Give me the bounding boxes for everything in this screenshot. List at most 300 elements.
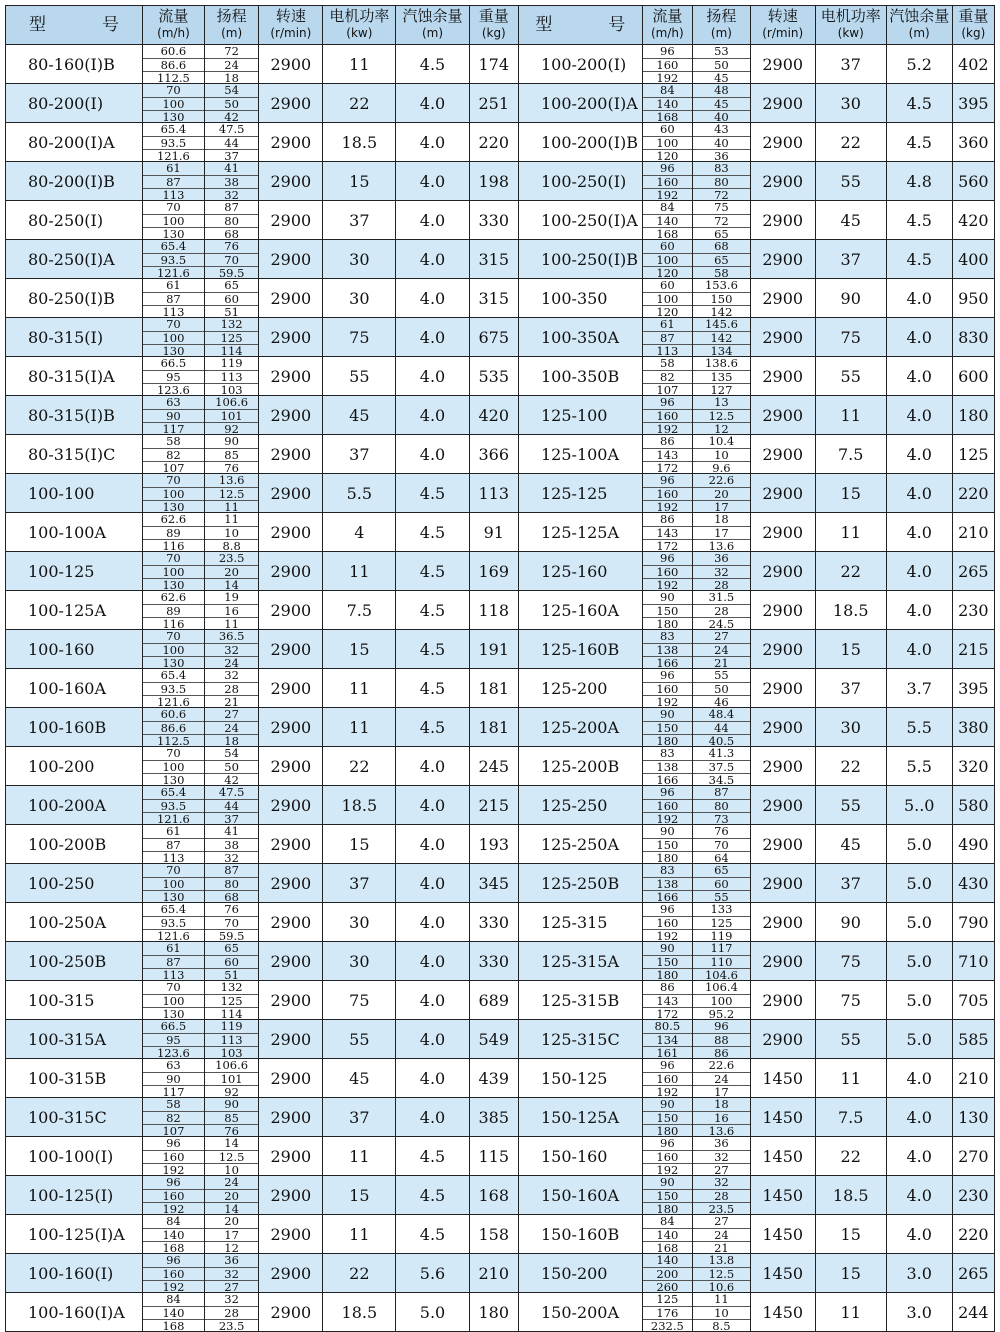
- flow-value: 90: [643, 825, 692, 839]
- flow-value: 160: [643, 566, 692, 580]
- head-value: 21: [714, 1241, 729, 1254]
- head-value: 90: [205, 435, 259, 449]
- weight-cell: 245: [469, 747, 518, 786]
- head-cell: [204, 747, 259, 786]
- model-cell: 125-250B: [519, 864, 643, 903]
- flow-value: 61: [143, 279, 204, 293]
- flow-value: 61: [143, 825, 204, 839]
- head-value: 10.4: [693, 435, 750, 449]
- flow-value: 58: [143, 1098, 204, 1112]
- weight-cell: 320: [952, 747, 994, 786]
- flow-value: 100: [643, 137, 692, 151]
- flow-value: 168: [656, 110, 679, 123]
- flow-value: 180: [656, 617, 679, 630]
- weight-cell: 395: [952, 84, 994, 123]
- npsh-cell: 5.0: [886, 942, 952, 981]
- flow-value: 168: [656, 227, 679, 240]
- model-cell: 125-200: [519, 669, 643, 708]
- flow-value: 160: [643, 176, 692, 190]
- model-cell: 100-160A: [6, 669, 143, 708]
- head-cell: [693, 123, 751, 162]
- speed-cell: 2900: [750, 201, 815, 240]
- head-value: 87: [693, 786, 750, 800]
- npsh-cell: 4.0: [396, 396, 469, 435]
- flow-value: 61: [143, 162, 204, 176]
- table-row: [6, 981, 995, 1020]
- speed-cell: 2900: [259, 201, 323, 240]
- head-value: 13.6: [205, 474, 259, 488]
- head-value: 40.5: [708, 734, 735, 747]
- flow-value: 83: [643, 864, 692, 878]
- weight-cell: 689: [469, 981, 518, 1020]
- model-cell: 100-160: [6, 630, 143, 669]
- model-cell: 150-200A: [519, 1293, 643, 1332]
- power-cell: 15: [815, 474, 886, 513]
- head-cell: [693, 201, 751, 240]
- table-row: [6, 396, 995, 435]
- table-row: [6, 786, 995, 825]
- head-value: 114: [220, 1007, 243, 1020]
- head-value: 80: [205, 878, 259, 892]
- head-value: 18: [224, 71, 239, 84]
- head-value: 51: [224, 968, 239, 981]
- head-cell: [693, 630, 751, 669]
- head-cell: [204, 1176, 259, 1215]
- weight-cell: 439: [469, 1059, 518, 1098]
- flow-value: 84: [643, 201, 692, 215]
- flow-value: 83: [643, 630, 692, 644]
- head-value: 59.5: [218, 266, 245, 279]
- npsh-cell: 4.0: [396, 903, 469, 942]
- model-cell: 100-160B: [6, 708, 143, 747]
- head-value: 76: [224, 461, 239, 474]
- table-row: [6, 825, 995, 864]
- power-cell: 22: [323, 84, 396, 123]
- flow-value: 96: [143, 1137, 204, 1151]
- head-value: 21: [224, 695, 239, 708]
- power-cell: 37: [815, 864, 886, 903]
- npsh-cell: 4.0: [886, 630, 952, 669]
- flow-value: 130: [162, 500, 185, 513]
- speed-cell: 2900: [259, 864, 323, 903]
- speed-cell: 2900: [259, 942, 323, 981]
- head-value: 85: [205, 449, 259, 463]
- speed-cell: 2900: [259, 357, 323, 396]
- flow-value: 113: [656, 344, 679, 357]
- speed-cell: 2900: [750, 708, 815, 747]
- weight-cell: 168: [469, 1176, 518, 1215]
- flow-value: 63: [143, 1059, 204, 1073]
- flow-value: 90: [143, 1073, 204, 1087]
- head-value: 32: [224, 851, 239, 864]
- flow-value: 160: [143, 1151, 204, 1165]
- model-cell: 150-160A: [519, 1176, 643, 1215]
- model-cell: 100-315A: [6, 1020, 143, 1059]
- head-value: 10: [693, 1307, 750, 1321]
- flow-value: 192: [656, 812, 679, 825]
- head-value: 20: [205, 1190, 259, 1204]
- npsh-cell: 4.0: [396, 279, 469, 318]
- npsh-cell: 4.5: [886, 123, 952, 162]
- npsh-cell: 4.0: [396, 1020, 469, 1059]
- weight-cell: 675: [469, 318, 518, 357]
- flow-value: 95: [143, 371, 204, 385]
- head-value: 80: [693, 800, 750, 814]
- weight-cell: 580: [952, 786, 994, 825]
- weight-cell: 490: [952, 825, 994, 864]
- npsh-cell: 5.0: [886, 1020, 952, 1059]
- power-cell: 30: [323, 942, 396, 981]
- weight-cell: 315: [469, 279, 518, 318]
- flow-value: 192: [656, 1085, 679, 1098]
- flow-value: 161: [656, 1046, 679, 1059]
- flow-value: 96: [643, 396, 692, 410]
- flow-cell: [642, 240, 692, 279]
- head-cell: [204, 435, 259, 474]
- flow-value: 82: [143, 449, 204, 463]
- npsh-cell: 4.0: [396, 981, 469, 1020]
- npsh-cell: 5.0: [886, 825, 952, 864]
- flow-value: 90: [643, 708, 692, 722]
- speed-cell: 2900: [259, 1176, 323, 1215]
- flow-value: 192: [656, 71, 679, 84]
- model-cell: 150-200: [519, 1254, 643, 1293]
- flow-value: 168: [162, 1241, 185, 1254]
- flow-value: 100: [143, 98, 204, 112]
- head-cell: [204, 357, 259, 396]
- head-value: 22.6: [693, 474, 750, 488]
- speed-cell: 2900: [259, 45, 323, 84]
- head-value: 13.6: [708, 539, 735, 552]
- npsh-cell: 4.5: [396, 45, 469, 84]
- head-value: 80: [693, 176, 750, 190]
- table-row: [6, 240, 995, 279]
- model-cell: 100-100: [6, 474, 143, 513]
- head-value: 36: [693, 1137, 750, 1151]
- flow-value: 87: [143, 956, 204, 970]
- head-cell: [693, 708, 751, 747]
- flow-value: 96: [643, 903, 692, 917]
- npsh-cell: 4.5: [396, 552, 469, 591]
- flow-value: 62.6: [143, 591, 204, 605]
- head-cell: [204, 318, 259, 357]
- header-power-left: 电机功率 (kw): [323, 6, 396, 45]
- model-cell: 125-160A: [519, 591, 643, 630]
- flow-value: 61: [143, 942, 204, 956]
- flow-value: 140: [643, 1254, 692, 1268]
- flow-cell: [143, 942, 205, 981]
- power-cell: 11: [815, 396, 886, 435]
- head-value: 65: [205, 279, 259, 293]
- model-cell: 125-125A: [519, 513, 643, 552]
- flow-cell: [642, 708, 692, 747]
- speed-cell: 1450: [750, 1059, 815, 1098]
- model-cell: 100-200(I)A: [519, 84, 643, 123]
- header-npsh-left: 汽蚀余量 (m): [396, 6, 469, 45]
- model-cell: 100-125(I): [6, 1176, 143, 1215]
- power-cell: 37: [323, 864, 396, 903]
- flow-value: 107: [162, 461, 185, 474]
- power-cell: 7.5: [323, 591, 396, 630]
- flow-cell: [642, 1059, 692, 1098]
- head-value: 68: [693, 240, 750, 254]
- npsh-cell: 4.5: [886, 240, 952, 279]
- flow-value: 125: [643, 1293, 692, 1307]
- npsh-cell: 5.2: [886, 45, 952, 84]
- weight-cell: 251: [469, 84, 518, 123]
- head-cell: [204, 708, 259, 747]
- table-body: [6, 45, 995, 1332]
- flow-cell: [143, 1293, 205, 1332]
- npsh-cell: 4.0: [396, 162, 469, 201]
- head-value: 138.6: [693, 357, 750, 371]
- head-value: 14: [205, 1137, 259, 1151]
- weight-cell: 220: [469, 123, 518, 162]
- power-cell: 30: [323, 240, 396, 279]
- speed-cell: 2900: [750, 162, 815, 201]
- model-cell: 100-200A: [6, 786, 143, 825]
- speed-cell: 2900: [750, 396, 815, 435]
- weight-cell: 950: [952, 279, 994, 318]
- head-value: 50: [205, 98, 259, 112]
- head-value: 24: [224, 656, 239, 669]
- flow-value: 96: [643, 669, 692, 683]
- weight-cell: 181: [469, 708, 518, 747]
- weight-cell: 710: [952, 942, 994, 981]
- head-value: 16: [693, 1112, 750, 1126]
- flow-cell: [143, 1020, 205, 1059]
- flow-value: 65.4: [143, 786, 204, 800]
- head-value: 27: [714, 1163, 729, 1176]
- power-cell: 45: [323, 396, 396, 435]
- model-cell: 100-315C: [6, 1098, 143, 1137]
- power-cell: 55: [815, 786, 886, 825]
- flow-cell: [642, 279, 692, 318]
- weight-cell: 169: [469, 552, 518, 591]
- npsh-cell: 4.0: [886, 318, 952, 357]
- table-row: [6, 1254, 995, 1293]
- table-row: [6, 1098, 995, 1137]
- head-value: 32: [205, 1268, 259, 1282]
- model-cell: 80-315(I)C: [6, 435, 143, 474]
- flow-value: 150: [643, 605, 692, 619]
- flow-value: 180: [656, 1202, 679, 1215]
- model-cell: 100-350B: [519, 357, 643, 396]
- flow-cell: [642, 1137, 692, 1176]
- head-value: 45: [693, 98, 750, 112]
- speed-cell: 2900: [750, 552, 815, 591]
- head-value: 87: [205, 201, 259, 215]
- flow-value: 192: [656, 695, 679, 708]
- model-cell: 125-250: [519, 786, 643, 825]
- head-value: 127: [710, 383, 733, 396]
- speed-cell: 2900: [259, 1059, 323, 1098]
- weight-cell: 118: [469, 591, 518, 630]
- flow-value: 121.6: [156, 695, 190, 708]
- header-weight-left: 重量 (kg): [469, 6, 518, 45]
- head-value: 20: [693, 488, 750, 502]
- power-cell: 11: [815, 513, 886, 552]
- weight-cell: 191: [469, 630, 518, 669]
- power-cell: 11: [323, 1215, 396, 1254]
- head-value: 40: [714, 110, 729, 123]
- flow-value: 192: [656, 578, 679, 591]
- npsh-cell: 4.5: [396, 708, 469, 747]
- weight-cell: 215: [469, 786, 518, 825]
- flow-value: 66.5: [143, 1020, 204, 1034]
- flow-value: 172: [656, 1007, 679, 1020]
- npsh-cell: 3.0: [886, 1254, 952, 1293]
- head-value: 53: [693, 45, 750, 59]
- head-cell: [693, 747, 751, 786]
- table-row: [6, 747, 995, 786]
- speed-cell: 2900: [259, 435, 323, 474]
- flow-value: 62.6: [143, 513, 204, 527]
- head-value: 32: [693, 1151, 750, 1165]
- speed-cell: 2900: [750, 435, 815, 474]
- flow-value: 123.6: [156, 1046, 190, 1059]
- flow-value: 160: [143, 1268, 204, 1282]
- speed-cell: 2900: [259, 162, 323, 201]
- speed-cell: 2900: [259, 747, 323, 786]
- head-value: 23.5: [708, 1202, 735, 1215]
- head-value: 8.5: [712, 1319, 731, 1332]
- flow-value: 60.6: [143, 708, 204, 722]
- head-cell: [204, 552, 259, 591]
- header-speed-right: 转速 (r/min): [750, 6, 815, 45]
- model-cell: 100-100(I): [6, 1137, 143, 1176]
- model-cell: 150-125A: [519, 1098, 643, 1137]
- speed-cell: 2900: [259, 591, 323, 630]
- flow-value: 123.6: [156, 383, 190, 396]
- power-cell: 15: [323, 1176, 396, 1215]
- header-npsh-right: 汽蚀余量 (m): [886, 6, 952, 45]
- flow-value: 160: [643, 1073, 692, 1087]
- model-cell: 100-250B: [6, 942, 143, 981]
- flow-value: 82: [643, 371, 692, 385]
- head-value: 12: [224, 1241, 239, 1254]
- model-cell: 150-160: [519, 1137, 643, 1176]
- head-cell: [204, 474, 259, 513]
- npsh-cell: 4.5: [396, 1215, 469, 1254]
- head-value: 12.5: [693, 410, 750, 424]
- head-cell: [204, 786, 259, 825]
- power-cell: 11: [323, 669, 396, 708]
- flow-cell: [143, 981, 205, 1020]
- flow-value: 84: [143, 1215, 204, 1229]
- model-cell: 100-160(I)A: [6, 1293, 143, 1332]
- head-value: 44: [205, 137, 259, 151]
- weight-cell: 560: [952, 162, 994, 201]
- flow-value: 96: [643, 474, 692, 488]
- flow-cell: [143, 123, 205, 162]
- flow-cell: [143, 1059, 205, 1098]
- head-cell: [204, 942, 259, 981]
- head-value: 13.8: [693, 1254, 750, 1268]
- head-value: 36: [205, 1254, 259, 1268]
- head-value: 22.6: [693, 1059, 750, 1073]
- power-cell: 37: [815, 669, 886, 708]
- header-model-left: 型 号: [6, 6, 143, 45]
- flow-value: 70: [143, 552, 204, 566]
- flow-value: 96: [643, 786, 692, 800]
- power-cell: 75: [323, 318, 396, 357]
- model-cell: 125-315: [519, 903, 643, 942]
- head-value: 135: [693, 371, 750, 385]
- weight-cell: 430: [952, 864, 994, 903]
- power-cell: 30: [815, 708, 886, 747]
- speed-cell: 2900: [750, 864, 815, 903]
- model-cell: 80-315(I): [6, 318, 143, 357]
- npsh-cell: 5.0: [396, 1293, 469, 1332]
- npsh-cell: 4.0: [886, 474, 952, 513]
- power-cell: 7.5: [815, 435, 886, 474]
- speed-cell: 2900: [259, 84, 323, 123]
- power-cell: 75: [815, 942, 886, 981]
- flow-value: 117: [162, 1085, 185, 1098]
- head-value: 65: [693, 864, 750, 878]
- flow-cell: [642, 903, 692, 942]
- head-value: 80: [205, 215, 259, 229]
- model-cell: 125-125: [519, 474, 643, 513]
- head-cell: [204, 1215, 259, 1254]
- head-value: 12.5: [693, 1268, 750, 1282]
- model-cell: 150-160B: [519, 1215, 643, 1254]
- flow-value: 192: [162, 1163, 185, 1176]
- head-cell: [693, 981, 751, 1020]
- head-value: 10.6: [708, 1280, 735, 1293]
- head-value: 132: [205, 981, 259, 995]
- power-cell: 90: [815, 279, 886, 318]
- power-cell: 15: [815, 630, 886, 669]
- head-value: 90: [205, 1098, 259, 1112]
- weight-cell: 130: [952, 1098, 994, 1137]
- flow-value: 100: [643, 254, 692, 268]
- flow-cell: [143, 279, 205, 318]
- head-value: 60: [205, 956, 259, 970]
- head-value: 43: [693, 123, 750, 137]
- flow-value: 143: [643, 995, 692, 1009]
- speed-cell: 2900: [259, 1137, 323, 1176]
- model-cell: 125-100: [519, 396, 643, 435]
- flow-cell: [143, 318, 205, 357]
- flow-value: 86: [643, 513, 692, 527]
- speed-cell: 2900: [259, 825, 323, 864]
- weight-cell: 210: [952, 513, 994, 552]
- speed-cell: 2900: [259, 1254, 323, 1293]
- model-cell: 125-200A: [519, 708, 643, 747]
- flow-cell: [143, 513, 205, 552]
- table-row: [6, 45, 995, 84]
- flow-value: 160: [143, 1190, 204, 1204]
- power-cell: 15: [815, 1215, 886, 1254]
- head-value: 42: [224, 110, 239, 123]
- npsh-cell: 3.0: [886, 1293, 952, 1332]
- head-cell: [204, 825, 259, 864]
- table-row: [6, 123, 995, 162]
- head-cell: [204, 240, 259, 279]
- flow-value: 60: [643, 123, 692, 137]
- speed-cell: 2900: [750, 123, 815, 162]
- flow-value: 87: [643, 332, 692, 346]
- flow-value: 116: [162, 539, 185, 552]
- flow-cell: [143, 708, 205, 747]
- head-cell: [693, 162, 751, 201]
- speed-cell: 2900: [750, 240, 815, 279]
- model-cell: 100-200(I)B: [519, 123, 643, 162]
- flow-cell: [143, 240, 205, 279]
- head-value: 28: [693, 1190, 750, 1204]
